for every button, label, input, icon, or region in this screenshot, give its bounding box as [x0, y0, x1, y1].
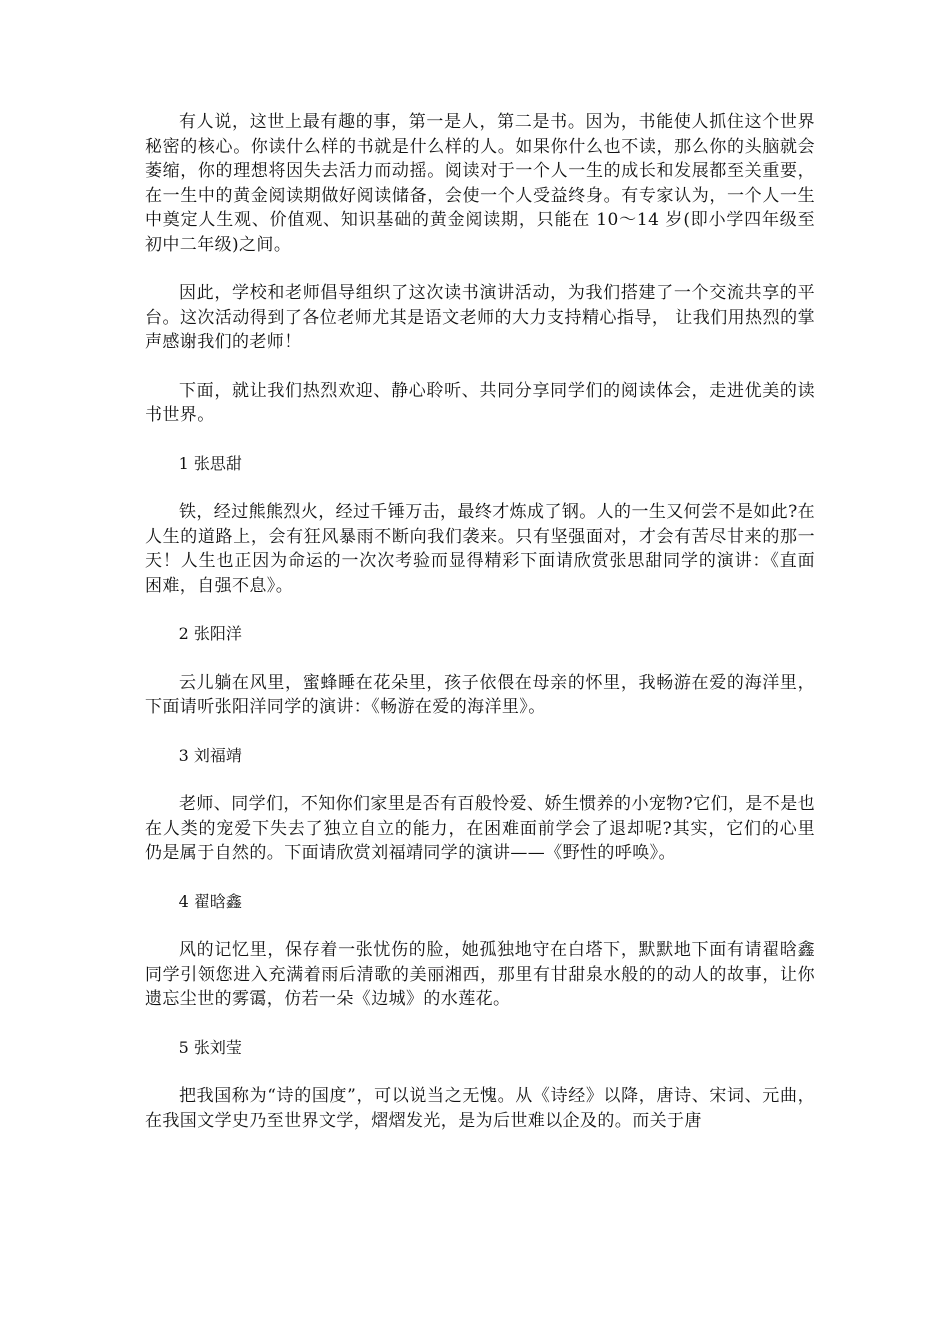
paragraph-gap [145, 914, 815, 938]
intro-paragraph: 有人说，这世上最有趣的事，第一是人，第二是书。因为，书能使人抓住这个世界秘密的核心。你读什么样的书就是什么样的人。如果你什么也不读，那么你的头脑就会萎缩，你的理想将因失去活力而动摇。阅读对于一个人一生的成长和发展都至关重要，在一生中的黄金阅读期做好阅读储备，会使一个人受益终身。有专家认为，一个人一生中奠定人生观、价值观、知识基础的黄金阅读期，只能在 10～14 岁(即小学四年级至初中二年级)之间。 [145, 112, 815, 255]
paragraph-gap [145, 355, 815, 379]
activity-paragraph: 因此，学校和老师倡导组织了这次读书演讲活动，为我们搭建了一个交流共享的平台。这次活动得到了各位老师尤其是语文老师的大力支持精心指导， 让我们用热烈的掌声感谢我们的老师！ [145, 283, 815, 352]
paragraph-gap [145, 257, 815, 281]
speaker-intro-4: 风的记忆里，保存着一张忧伤的脸，她孤独地守在白塔下，默默地下面有请翟晗鑫同学引领您进入充满着雨后清歌的美丽湘西，那里有甘甜泉水般的的动人的故事，让你遗忘尘世的雾霭，仿若一朵《边城》的水莲花。 [145, 940, 815, 1009]
speaker-heading-3: 3 刘福靖 [178, 745, 242, 765]
speaker-intro-5: 把我国称为“诗的国度”，可以说当之无愧。从《诗经》以降，唐诗、宋词、元曲，在我国文学史乃至世界文学，熠熠发光，是为后世难以企及的。而关于唐 [145, 1086, 815, 1131]
paragraph-gap [145, 598, 815, 622]
speaker-intro-1: 铁，经过熊熊烈火，经过千锤万击，最终才炼成了钢。人的一生又何尝不是如此?在人生的道路上，会有狂风暴雨不断向我们袭来。只有坚强面对，才会有苦尽甘来的那一天！人生也正因为命运的一次次考验而显得精彩下面请欣赏张思甜同学的演讲：《直面困难，自强不息》。 [145, 502, 815, 596]
document-page [145, 110, 815, 1133]
speaker-heading-5: 5 张刘莹 [178, 1037, 242, 1057]
paragraph-gap [145, 866, 815, 890]
speaker-heading-2: 2 张阳洋 [178, 624, 242, 643]
paragraph-gap [145, 476, 815, 500]
paragraph-gap [145, 768, 815, 792]
paragraph-gap [145, 720, 815, 744]
speaker-intro-3: 老师、同学们，不知你们家里是否有百般怜爱、娇生惯养的小宠物?它们，是不是也在人类的宠爱下失去了独立自立的能力，在困难面前学会了退却呢?其实，它们的心里仍是属于自然的。下面请欣赏刘福靖同学的演讲——《野性的呼唤》。 [145, 794, 815, 863]
paragraph-gap [145, 428, 815, 452]
paragraph-gap [145, 647, 815, 671]
welcome-paragraph: 下面，就让我们热烈欢迎、静心聆听、共同分享同学们的阅读体会，走进优美的读书世界。 [145, 380, 815, 425]
speaker-heading-1: 1 张思甜 [178, 453, 242, 473]
speaker-intro-2: 云儿躺在风里，蜜蜂睡在花朵里，孩子依偎在母亲的怀里，我畅游在爱的海洋里，下面请听张阳洋同学的演讲：《畅游在爱的海洋里》。 [145, 672, 815, 717]
paragraph-gap [145, 1012, 815, 1036]
speaker-heading-4: 4 翟晗鑫 [178, 891, 242, 911]
paragraph-gap [145, 1060, 815, 1084]
